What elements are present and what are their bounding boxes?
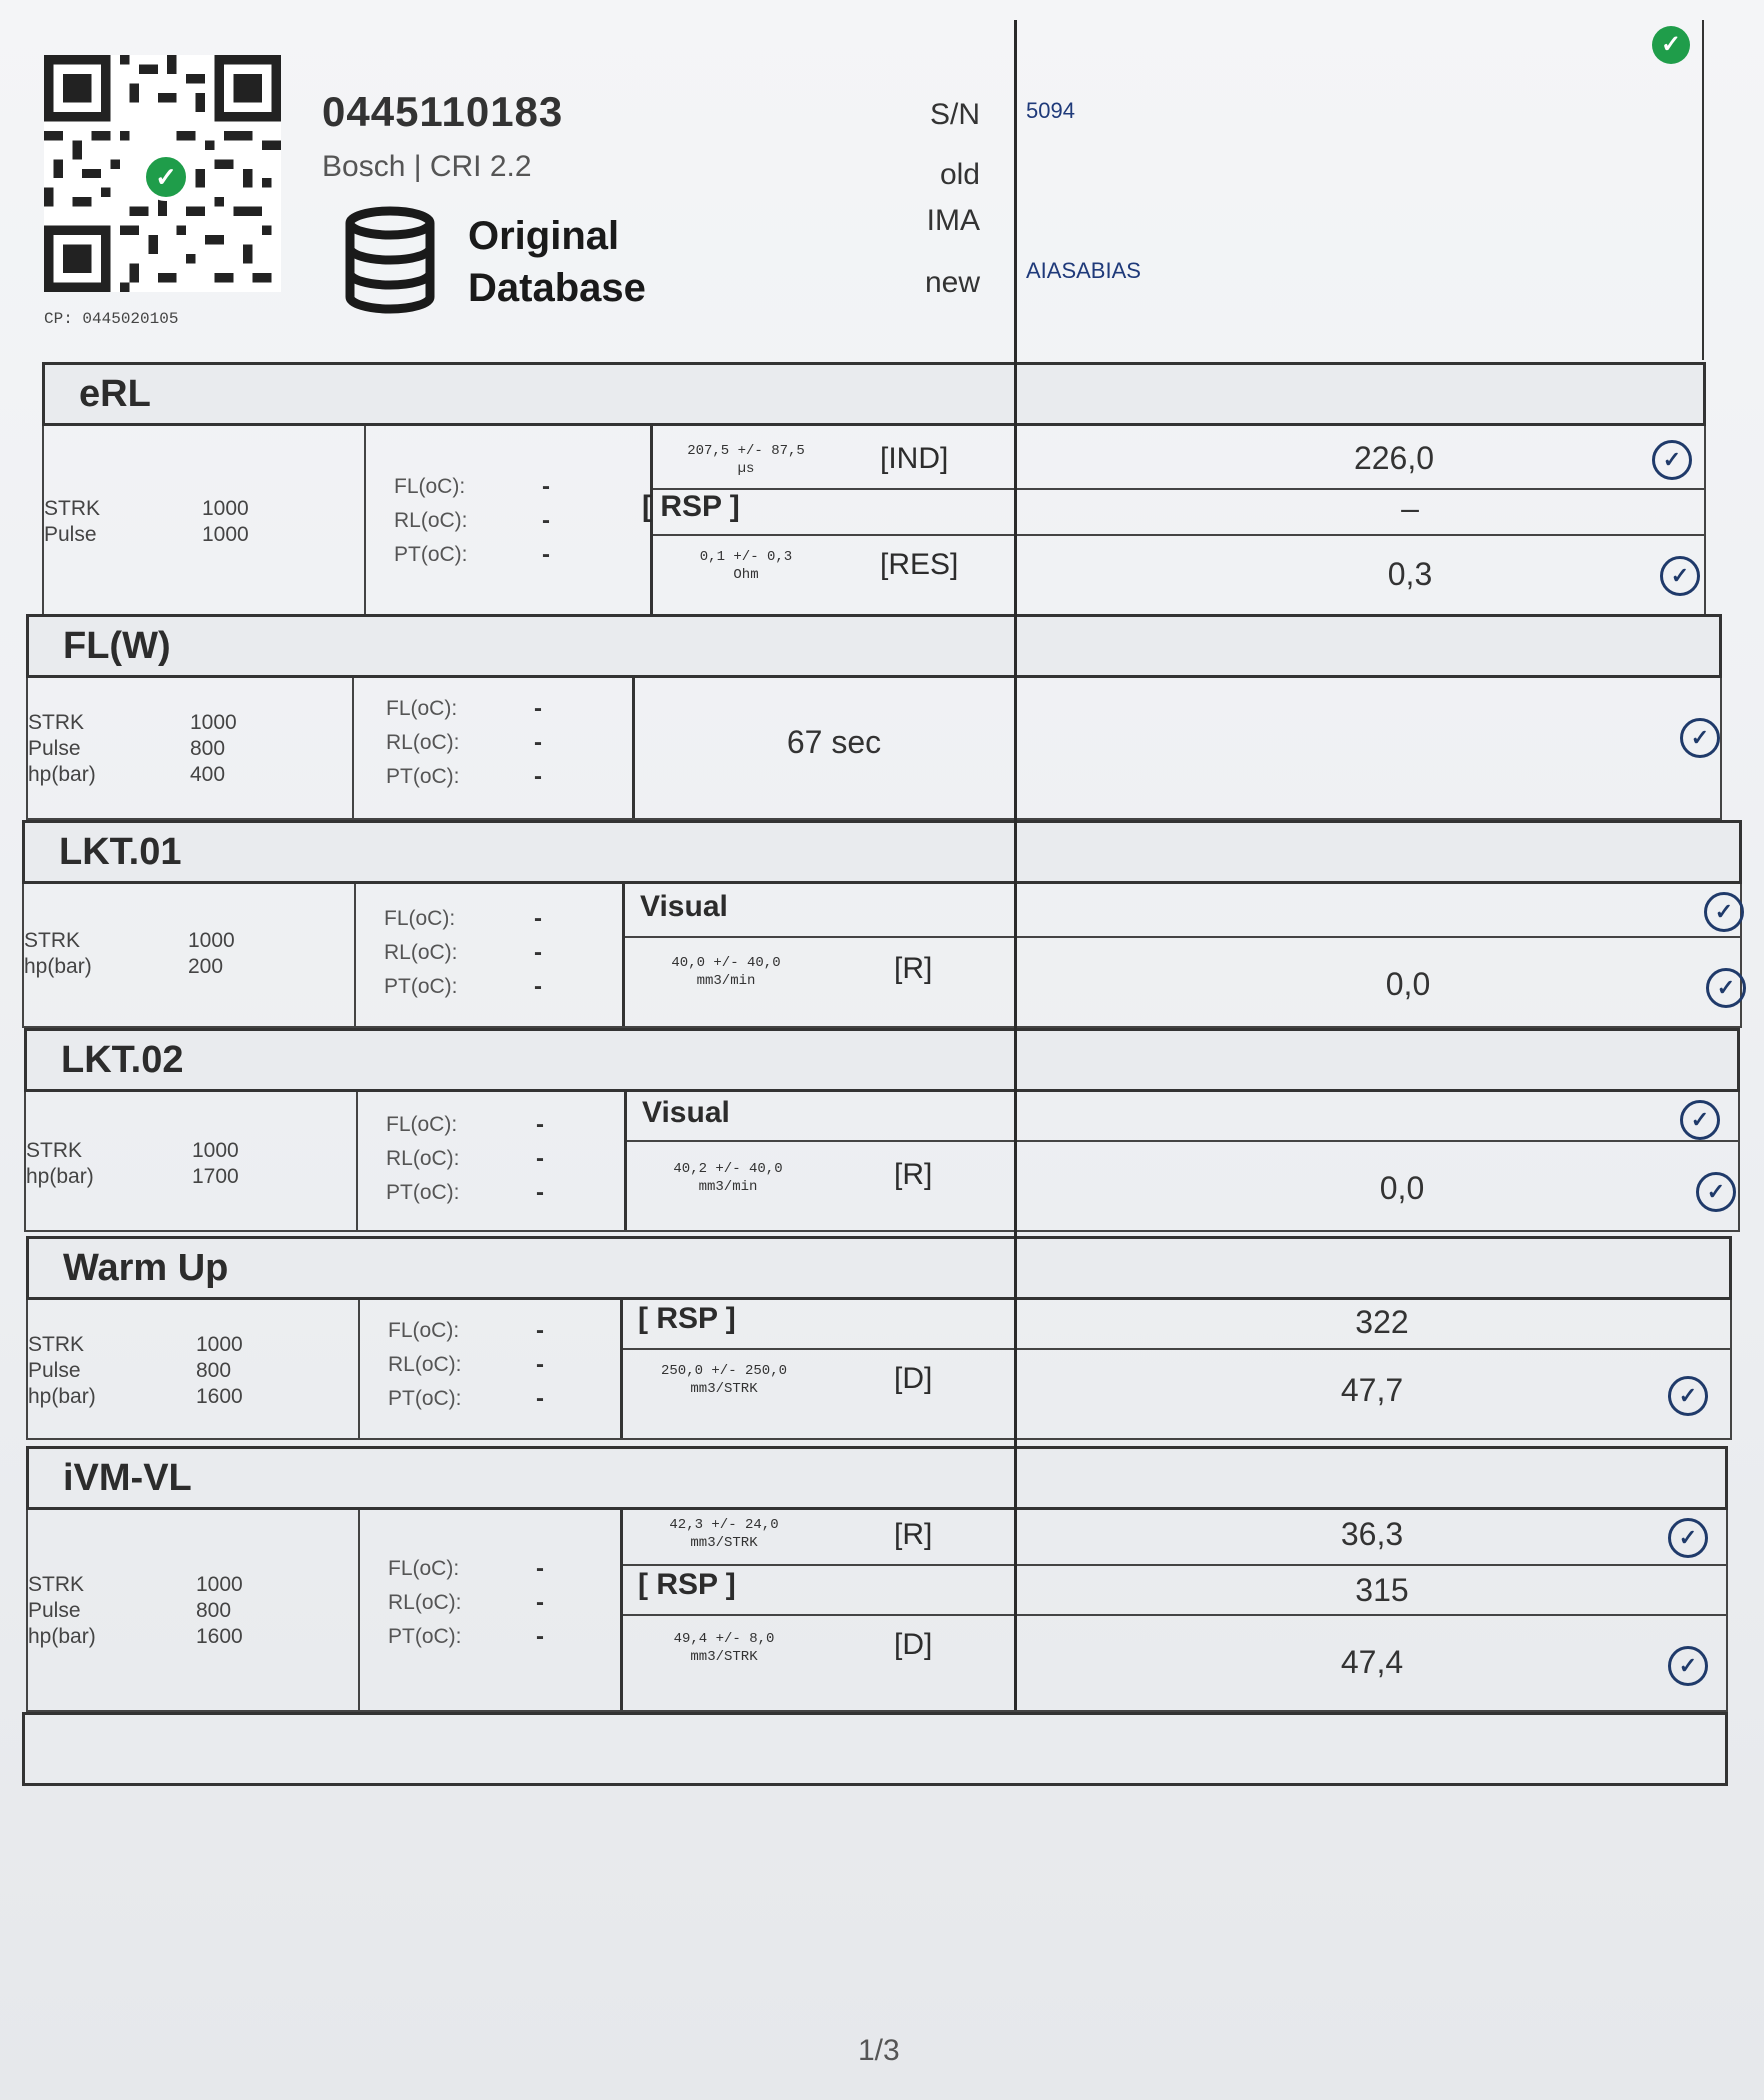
database-title: [468, 210, 646, 314]
ivm-params: STRK Pulse hp(bar): [28, 1573, 96, 1648]
check-icon: ✓: [1680, 718, 1720, 758]
part-number: 0445110183: [322, 88, 564, 135]
lkt02-spec: 40,2 +/- 40,0 mm3/min: [673, 1161, 783, 1195]
footer-box: [22, 1712, 1728, 1786]
check-icon: ✓: [1680, 1100, 1720, 1140]
check-icon: ✓: [1660, 556, 1700, 596]
erl-ind-value: 226,0: [1353, 440, 1435, 476]
database-title-line2: Database: [468, 266, 646, 310]
section-erl-title: eRL: [79, 373, 151, 415]
lkt01-visual-label: Visual: [640, 890, 728, 923]
warmup-rsp-tag: [ RSP ]: [638, 1302, 736, 1335]
overall-pass-icon: ✓: [1652, 26, 1690, 64]
new-label: new: [924, 266, 980, 299]
database-title-line1: Original: [468, 214, 620, 258]
erl-res-spec: 0,1 +/- 0,3 Ohm: [699, 549, 793, 583]
page-number: 1/3: [858, 2034, 900, 2067]
erl-res-tag: [RES]: [880, 548, 959, 581]
lkt02-visual-label: Visual: [642, 1096, 730, 1129]
section-warmup-title: Warm Up: [63, 1247, 229, 1289]
ivm-r-value: 36,3: [1340, 1516, 1404, 1552]
section-ivm-title: iVM-VL: [63, 1457, 192, 1499]
ivm-r-tag: [R]: [894, 1518, 933, 1551]
section-flw-body: [26, 678, 1722, 820]
flw-params: STRK Pulse hp(bar): [28, 711, 96, 786]
section-warmup-header: [26, 1236, 1732, 1300]
section-flw-title: FL(W): [63, 625, 171, 667]
lkt02-params: STRK hp(bar): [26, 1139, 94, 1188]
check-icon: ✓: [1704, 892, 1744, 932]
verified-check-icon: ✓: [142, 153, 190, 201]
erl-temp-values: - - -: [542, 473, 550, 568]
ivm-d-spec: 49,4 +/- 8,0 mm3/STRK: [673, 1631, 775, 1665]
warmup-param-values: 1000 800 1600: [196, 1333, 243, 1408]
check-icon: ✓: [1668, 1646, 1708, 1686]
ivm-d-value: 47,4: [1340, 1644, 1404, 1680]
section-warmup-body: [26, 1300, 1732, 1440]
ivm-temp-values: - - -: [536, 1555, 544, 1650]
erl-rsp-tag: [ RSP ]: [642, 490, 740, 523]
sn-label: S/N: [929, 98, 980, 131]
check-icon: ✓: [1706, 968, 1746, 1008]
check-icon: ✓: [1668, 1518, 1708, 1558]
flw-temps: FL(oC): RL(oC): PT(oC):: [386, 697, 460, 788]
lkt01-value: 0,0: [1385, 966, 1431, 1002]
erl-ind-tag: [IND]: [880, 442, 949, 475]
erl-rsp-value: –: [1401, 490, 1419, 526]
warmup-params: STRK Pulse hp(bar): [28, 1333, 96, 1408]
ima-label: IMA: [926, 204, 980, 237]
section-erl-header: [42, 362, 1706, 426]
flw-param-values: 1000 800 400: [190, 711, 237, 786]
warmup-tag: [D]: [894, 1362, 933, 1395]
lkt02-temp-values: - - -: [536, 1111, 544, 1206]
lkt02-tag: [R]: [894, 1158, 933, 1191]
lkt01-params: STRK hp(bar): [24, 929, 92, 978]
lkt01-temp-values: - - -: [534, 905, 542, 1000]
lkt02-value: 0,0: [1379, 1170, 1425, 1206]
lkt01-spec: 40,0 +/- 40,0 mm3/min: [671, 955, 781, 989]
section-lkt02-title: LKT.02: [61, 1039, 184, 1081]
new-value: AIASABIAS: [1026, 258, 1141, 283]
erl-ind-spec: 207,5 +/- 87,5 µs: [687, 443, 805, 477]
erl-res-value: 0,3: [1387, 556, 1433, 592]
warmup-temps: FL(oC): RL(oC): PT(oC):: [388, 1319, 462, 1410]
check-icon: ✓: [1668, 1376, 1708, 1416]
lkt02-temps: FL(oC): RL(oC): PT(oC):: [386, 1113, 460, 1204]
check-icon: ✓: [1696, 1172, 1736, 1212]
sn-value: 5094: [1026, 98, 1075, 123]
lkt01-temps: FL(oC): RL(oC): PT(oC):: [384, 907, 458, 998]
section-lkt01-header: [22, 820, 1742, 884]
section-lkt02-header: [24, 1028, 1740, 1092]
section-lkt01-body: [22, 884, 1742, 1028]
database-icon: [340, 205, 440, 315]
erl-params: STRK Pulse: [44, 497, 101, 546]
section-flw-header: [26, 614, 1722, 678]
ivm-temps: FL(oC): RL(oC): PT(oC):: [388, 1557, 462, 1648]
lkt01-tag: [R]: [894, 952, 933, 985]
ivm-d-tag: [D]: [894, 1628, 933, 1661]
flw-temp-values: - - -: [534, 695, 542, 790]
cp-code: CP: 0445020105: [44, 310, 179, 328]
erl-param-values: 1000 1000: [202, 497, 249, 546]
divider: [1702, 20, 1704, 360]
section-lkt02-body: [24, 1092, 1740, 1232]
lkt01-param-values: 1000 200: [188, 929, 235, 978]
qr-code: [44, 55, 281, 292]
model-label: Bosch | CRI 2.2: [322, 150, 532, 183]
erl-temps: FL(oC): RL(oC): PT(oC):: [394, 475, 468, 566]
warmup-spec: 250,0 +/- 250,0 mm3/STRK: [660, 1363, 788, 1397]
old-label: old: [939, 158, 980, 191]
lkt02-param-values: 1000 1700: [192, 1139, 239, 1188]
section-lkt01-title: LKT.01: [59, 831, 182, 873]
ivm-rsp-tag: [ RSP ]: [638, 1568, 736, 1601]
warmup-rsp-value: 322: [1355, 1304, 1409, 1340]
ivm-r-spec: 42,3 +/- 24,0 mm3/STRK: [669, 1517, 779, 1551]
ivm-param-values: 1000 800 1600: [196, 1573, 243, 1648]
warmup-temp-values: - - -: [536, 1317, 544, 1412]
column-divider: [1014, 20, 1017, 1710]
flw-duration: 67 sec: [786, 724, 882, 760]
section-ivm-header: [26, 1446, 1728, 1510]
check-icon: ✓: [1652, 440, 1692, 480]
section-erl-body: [42, 426, 1706, 616]
ivm-rsp-value: 315: [1355, 1572, 1409, 1608]
section-ivm-body: [26, 1510, 1728, 1712]
warmup-value: 47,7: [1340, 1372, 1404, 1408]
